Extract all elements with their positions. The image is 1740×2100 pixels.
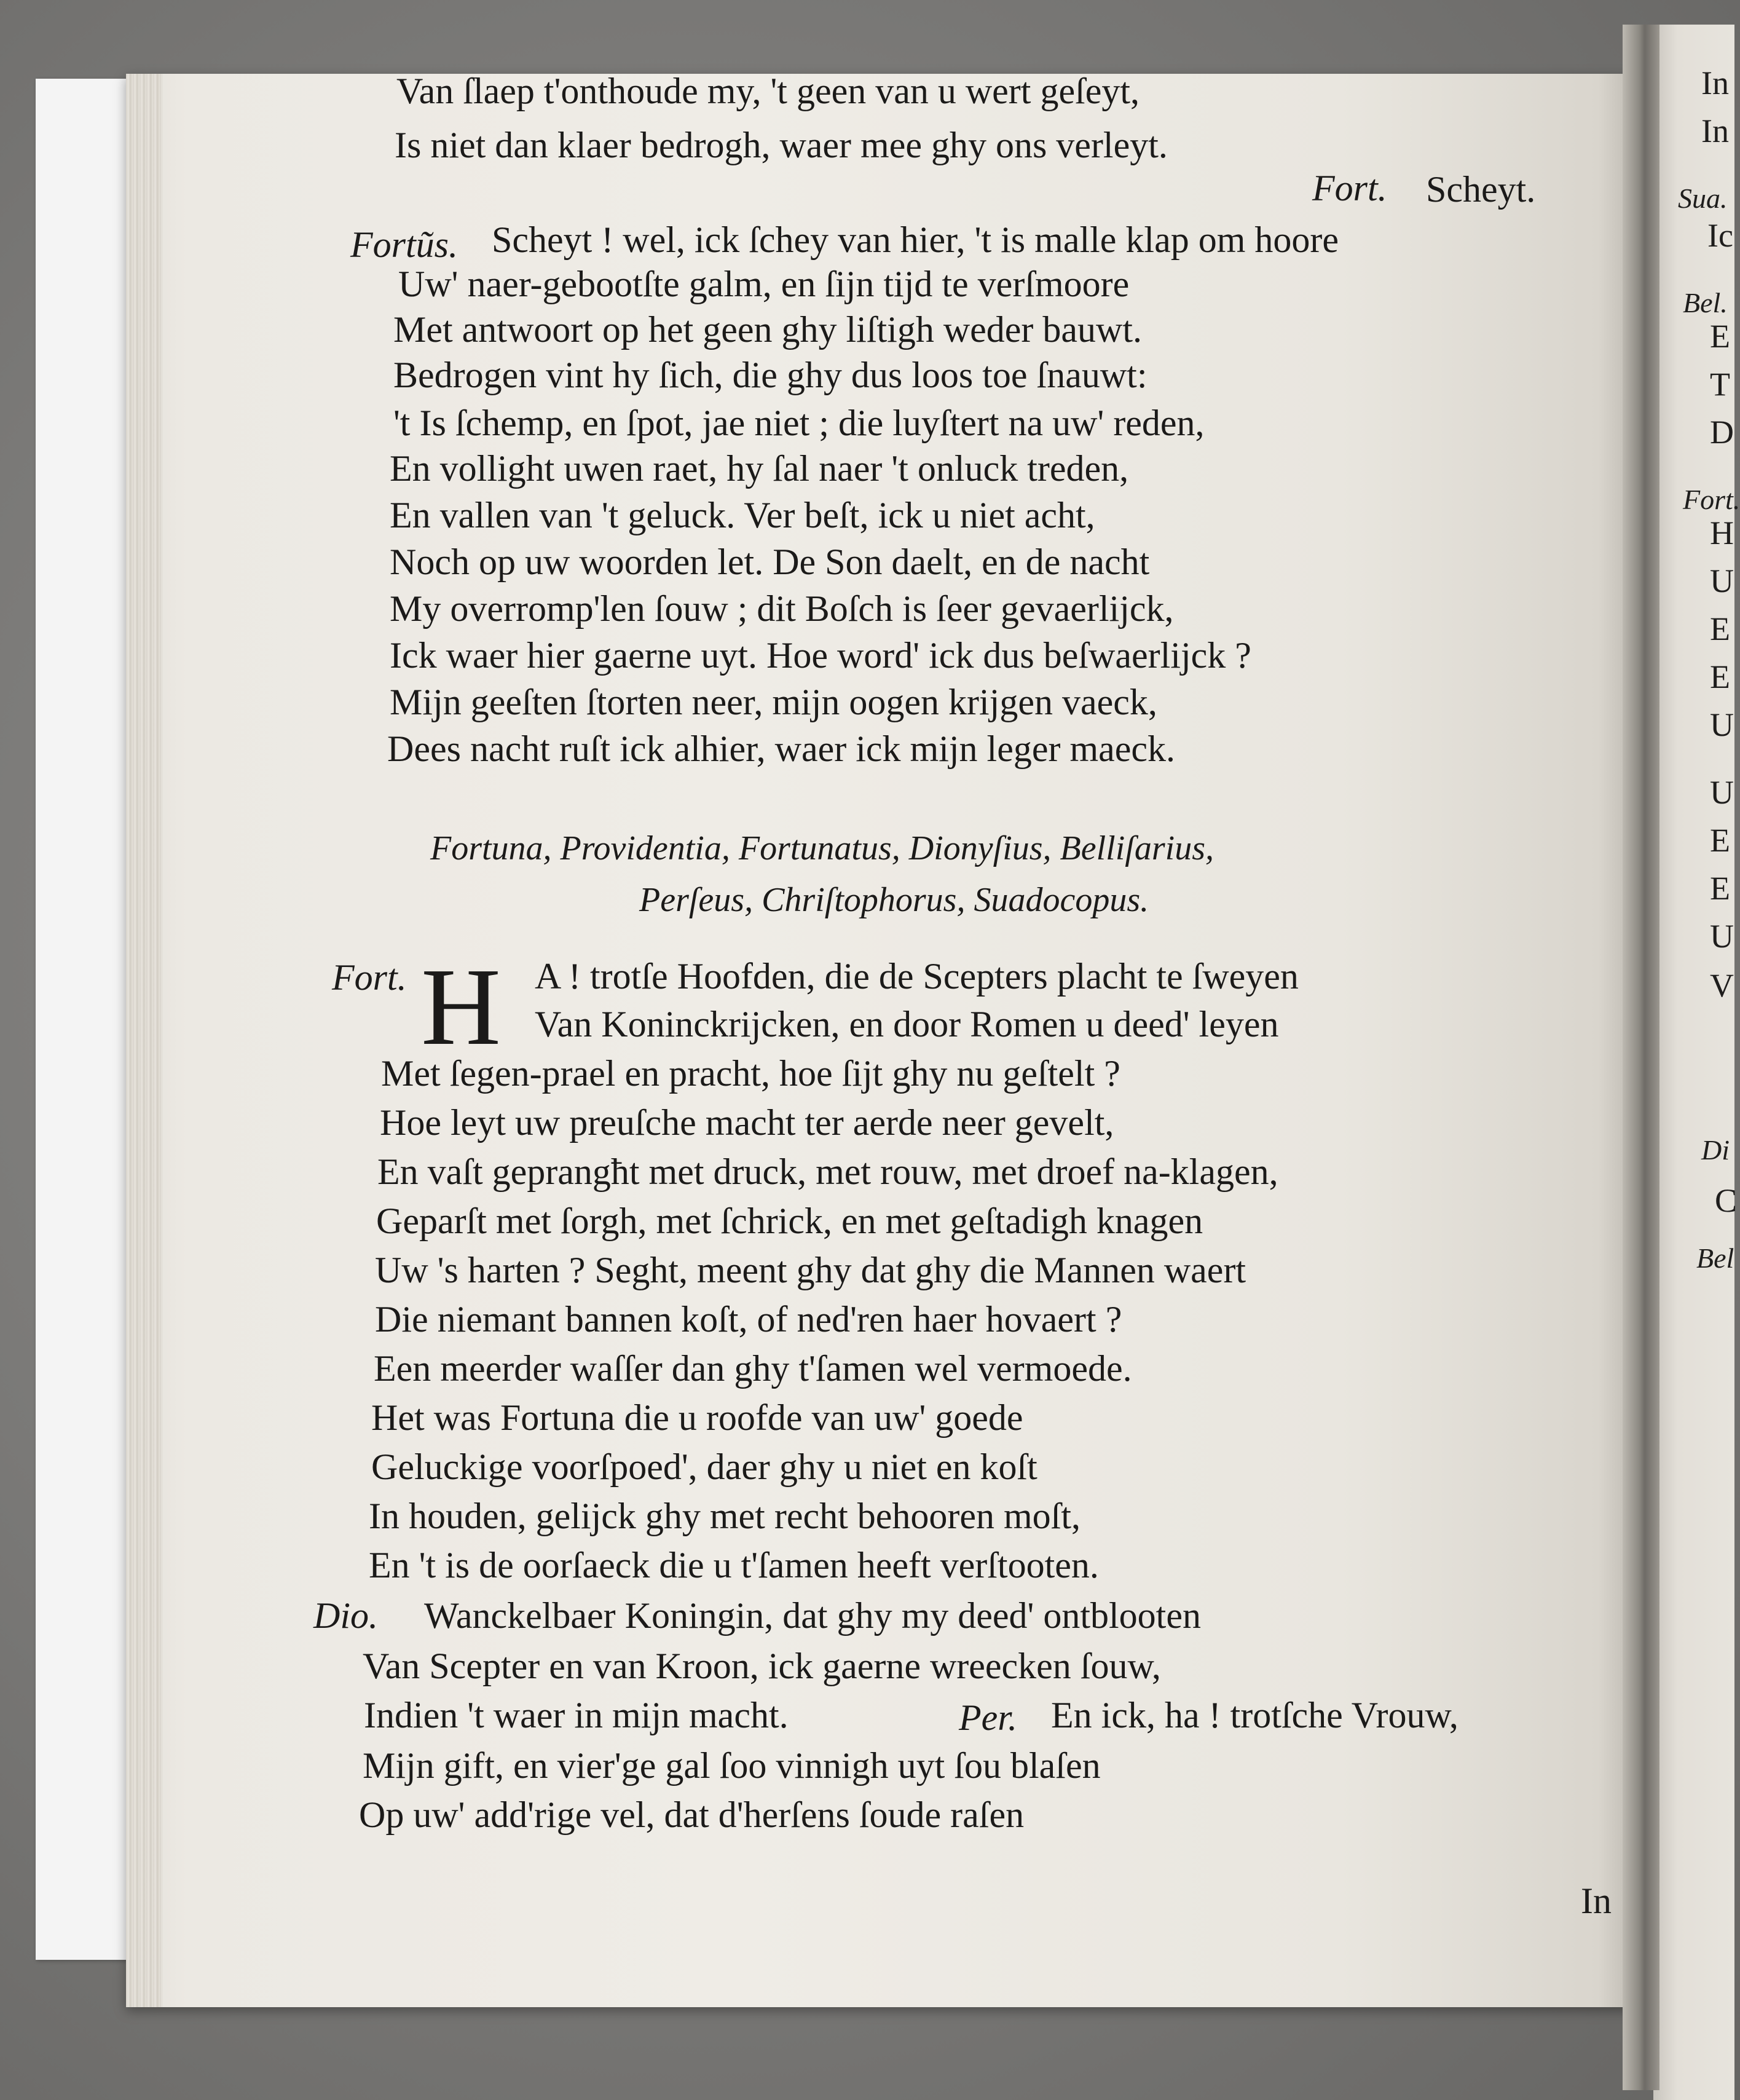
verse-line: Die niemant bannen koſt, of ned'ren haer hovaert ? — [375, 1299, 1122, 1340]
verse-line: Dees nacht ruſt ick alhier, waer ick mijn leger maeck. — [387, 728, 1176, 769]
speaker-label: Fort. — [1312, 168, 1387, 208]
right-page-fragment: In — [1701, 112, 1729, 149]
verse-line: A ! trotſe Hoofden, die de Scepters placht te ſweyen — [535, 956, 1299, 997]
verse-line: 't Is ſchemp, en ſpot, jae niet ; die luyſtert na uw' reden, — [393, 403, 1205, 443]
verse-line: En vollight uwen raet, hy ſal naer 't onluck treden, — [390, 448, 1129, 489]
right-page-fragment: E — [1710, 610, 1730, 647]
stage-direction: Scheyt. — [1426, 169, 1536, 210]
right-page-fragment: U — [1710, 918, 1734, 955]
verse-line: En ick, ha ! trotſche Vrouw, — [1051, 1695, 1459, 1735]
right-page-fragment: E — [1710, 822, 1730, 859]
right-page-fragment: In — [1701, 65, 1729, 101]
right-page-fragment: Ic — [1707, 217, 1733, 254]
right-page-fragment: Sua. — [1678, 183, 1728, 214]
verse-line: Uw' naer-gebootſte galm, en ſijn tijd te verſmoore — [398, 264, 1130, 304]
verse-line: Hoe leyt uw preuſche macht ter aerde neer gevelt, — [380, 1102, 1114, 1143]
verse-line: In houden, gelijck ghy met recht behooren moſt, — [369, 1496, 1081, 1536]
verse-line: Het was Fortuna die u roofde van uw' goede — [371, 1397, 1023, 1438]
verse-line: En vallen van 't geluck. Ver beſt, ick u niet acht, — [390, 495, 1095, 535]
right-page-fragment: U — [1710, 774, 1734, 811]
speaker-label: Dio. — [313, 1595, 378, 1636]
book-gutter — [1623, 25, 1659, 2090]
catchword: In — [1581, 1881, 1612, 1921]
verse-line: Scheyt ! wel, ick ſchey van hier, 't is malle klap om hoore — [492, 219, 1339, 260]
verse-line: Geparſt met ſorgh, met ſchrick, en met geſtadigh knagen — [376, 1201, 1203, 1241]
verse-line: My overromp'len ſouw ; dit Boſch is ſeer gevaerlijck, — [390, 588, 1174, 629]
verse-line: Van Koninckrijcken, en door Romen u deed' leyen — [535, 1004, 1279, 1044]
right-page-fragment: Fort. — [1683, 484, 1740, 515]
drop-cap: H — [421, 945, 501, 1068]
cast-heading: Fortuna, Providentia, Fortunatus, Dionyſius, Belliſarius, — [430, 829, 1214, 867]
right-page-fragment: D — [1710, 414, 1734, 451]
verse-line: En 't is de oorſaeck die u t'ſamen heeft verſtooten. — [369, 1545, 1099, 1585]
verse-line: Met ſegen-prael en pracht, hoe ſijt ghy nu geſtelt ? — [381, 1053, 1120, 1094]
verse-line: Op uw' add'rige vel, dat d'herſens ſoude raſen — [359, 1794, 1025, 1835]
right-page-fragment: E — [1710, 318, 1730, 355]
verse-line: Indien 't waer in mijn macht. — [364, 1695, 789, 1735]
verse-line: Mijn gift, en vier'ge gal ſoo vinnigh uyt ſou blaſen — [363, 1745, 1101, 1786]
verse-line: En vaſt geprangħt met druck, met rouw, met droef na-klagen, — [377, 1151, 1278, 1192]
right-page-fragment: H — [1710, 515, 1734, 551]
verse-line: Een meerder waſſer dan ghy t'ſamen wel vermoede. — [374, 1348, 1132, 1389]
right-page-fragment: Bel. — [1683, 287, 1728, 318]
speaker-label: Per. — [959, 1697, 1017, 1738]
verse-line: Geluckige voorſpoed', daer ghy u niet en koſt — [371, 1447, 1037, 1487]
verse-line: Wanckelbaer Koningin, dat ghy my deed' ontblooten — [424, 1595, 1201, 1636]
right-page-fragment: U — [1710, 562, 1734, 599]
verse-line: Is niet dan klaer bedrogh, waer mee ghy ons verleyt. — [395, 125, 1168, 165]
loose-white-sheet — [36, 79, 134, 1960]
right-page-fragment: E — [1710, 658, 1730, 695]
right-page-fragment: E — [1710, 870, 1730, 907]
right-page-fragment: T — [1710, 366, 1730, 403]
right-page-fragment: V — [1710, 967, 1734, 1004]
verse-line: Ick waer hier gaerne uyt. Hoe word' ick dus beſwaerlijck ? — [390, 635, 1251, 676]
right-page-fragment: U — [1710, 706, 1734, 743]
right-page-fragment: Di — [1701, 1134, 1730, 1166]
verse-line: Noch op uw woorden let. De Son daelt, en de nacht — [390, 542, 1150, 582]
page-stack-edges — [126, 74, 163, 2007]
verse-line: Met antwoort op het geen ghy liſtigh weder bauwt. — [393, 309, 1143, 350]
verse-line: Van ſlaep t'onthoude my, 't geen van u wert geſeyt, — [396, 71, 1140, 111]
speaker-label: Fortũs. — [350, 224, 459, 265]
right-page-fragment: C — [1715, 1182, 1738, 1219]
right-page-fragment: Bel — [1696, 1242, 1734, 1274]
verse-line: Bedrogen vint hy ſich, die ghy dus loos toe ſnauwt: — [393, 355, 1148, 395]
verse-line: Van Scepter en van Kroon, ick gaerne wreecken ſouw, — [363, 1646, 1161, 1686]
speaker-label: Fort. — [332, 957, 407, 998]
cast-heading: Perſeus, Chriſtophorus, Suadocopus. — [639, 881, 1149, 919]
verse-line: Uw 's harten ? Seght, meent ghy dat ghy die Mannen waert — [375, 1250, 1246, 1290]
verse-line: Mijn geeſten ſtorten neer, mijn oogen krijgen vaeck, — [390, 682, 1157, 722]
